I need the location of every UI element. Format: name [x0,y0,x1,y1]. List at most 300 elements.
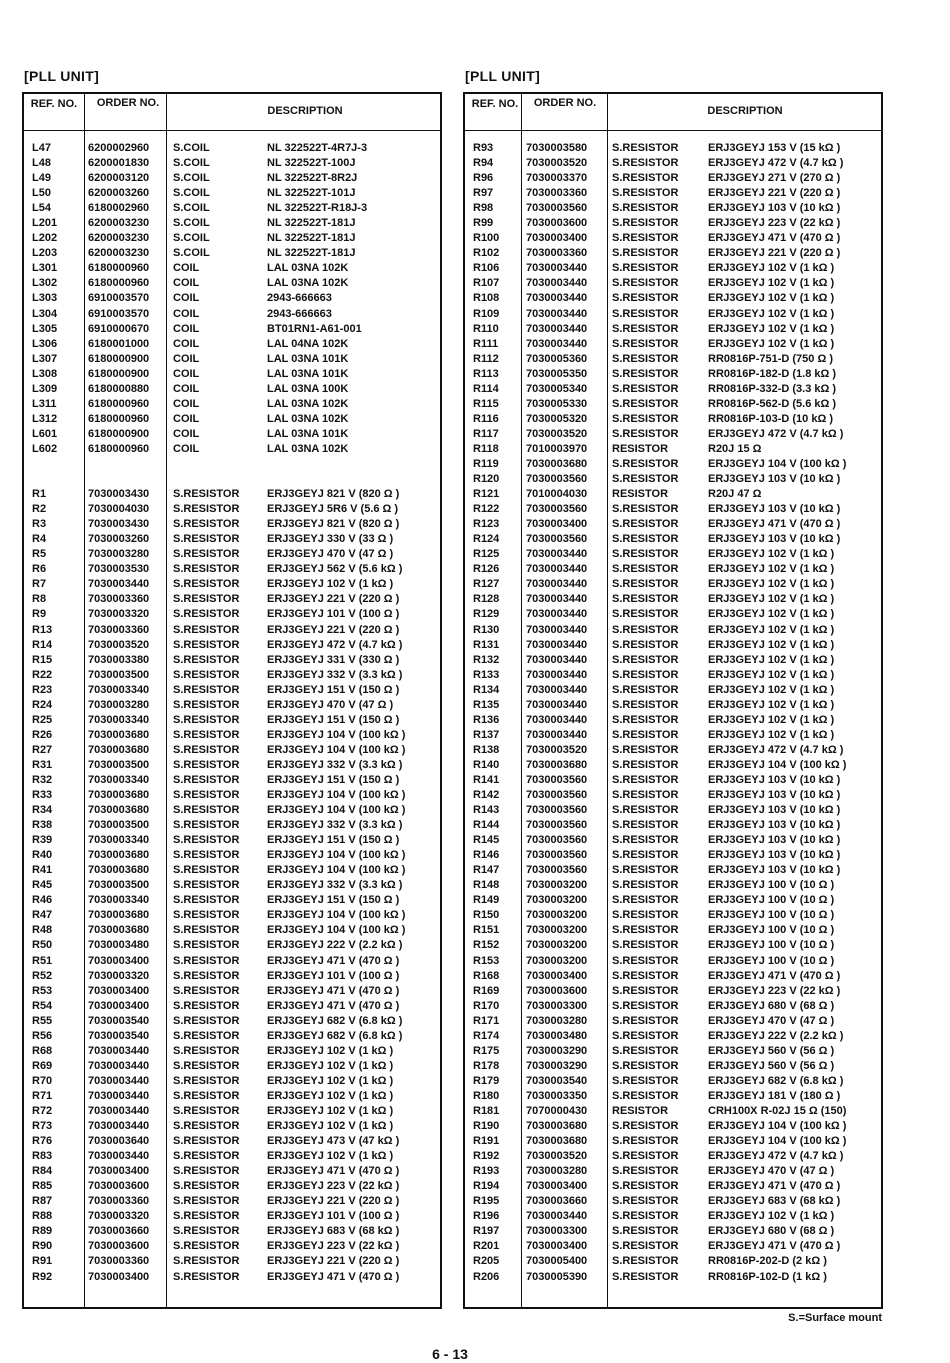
table-row [465,908,881,923]
part-type-cell: S.RESISTOR [612,382,679,395]
table-row [24,322,440,337]
ref-no-cell: R5 [32,548,47,561]
table-row [465,1074,881,1089]
ref-no-cell: R135 [473,698,500,711]
part-spec-cell: LAL 03NA 102K [267,442,349,455]
part-spec-cell: ERJ3GEYJ 221 V (220 Ω ) [267,1195,400,1208]
ref-no-cell: R145 [473,834,500,847]
table-row [465,984,881,999]
part-spec-cell: ERJ3GEYJ 101 V (100 Ω ) [267,969,400,982]
ref-no-cell: R4 [32,533,47,546]
part-type-cell: S.RESISTOR [173,789,240,802]
order-no-cell: 7030003540 [88,1014,150,1027]
table-row [465,1194,881,1209]
order-no-cell: 7030003200 [526,894,588,907]
ref-no-cell: R205 [473,1255,500,1268]
part-spec-cell: ERJ3GEYJ 102 V (1 kΩ ) [708,593,835,606]
table-row [465,1239,881,1254]
order-no-cell: 7030003360 [526,247,588,260]
part-spec-cell: ERJ3GEYJ 104 V (100 kΩ ) [708,758,847,771]
ref-no-cell: R178 [473,1059,500,1072]
order-no-cell: 7030003600 [526,984,588,997]
order-no-cell: 7030003680 [88,924,150,937]
order-no-cell: 7030003360 [88,623,150,636]
ref-no-cell: R196 [473,1210,500,1223]
part-spec-cell: ERJ3GEYJ 682 V (6.8 kΩ ) [708,1074,844,1087]
part-spec-cell: NL 322522T-100J [267,157,356,170]
ref-no-cell: R141 [473,773,500,786]
part-spec-cell: ERJ3GEYJ 103 V (10 kΩ ) [708,473,841,486]
part-type-cell: S.RESISTOR [173,548,240,561]
ref-no-cell: R90 [32,1240,53,1253]
order-no-cell: 7030003400 [526,518,588,531]
table-row [465,1134,881,1149]
ref-no-cell: R193 [473,1165,500,1178]
table-row [465,276,881,291]
table-row [465,1209,881,1224]
part-type-cell: COIL [173,307,200,320]
table-row [24,397,440,412]
part-type-cell: S.RESISTOR [173,683,240,696]
ref-no-cell: L201 [32,217,58,230]
ref-no-cell: R132 [473,653,500,666]
part-type-cell: S.RESISTOR [173,834,240,847]
order-no-cell: 6180000900 [88,352,150,365]
part-spec-cell: ERJ3GEYJ 471 V (470 Ω ) [267,1270,400,1283]
table-row [465,623,881,638]
table-row [465,863,881,878]
table-row [24,984,440,999]
part-type-cell: S.RESISTOR [612,1059,679,1072]
part-spec-cell: ERJ3GEYJ 151 V (150 Ω ) [267,713,400,726]
part-spec-cell: LAL 03NA 102K [267,412,349,425]
part-spec-cell: ERJ3GEYJ 104 V (100 kΩ ) [267,849,406,862]
ref-no-cell: R171 [473,1014,500,1027]
table-row [24,999,440,1014]
part-type-cell: S.RESISTOR [612,578,679,591]
table-row [465,773,881,788]
order-no-cell: 7030003440 [526,683,588,696]
part-spec-cell: ERJ3GEYJ 223 V (22 kΩ ) [267,1180,400,1193]
table-row [24,607,440,622]
ref-no-cell: L301 [32,262,58,275]
part-type-cell: S.RESISTOR [612,337,679,350]
ref-no-cell: R168 [473,969,500,982]
order-no-cell: 7030003400 [526,1180,588,1193]
table-row [465,1224,881,1239]
table-row [465,743,881,758]
part-spec-cell: ERJ3GEYJ 102 V (1 kΩ ) [708,623,835,636]
order-no-cell: 7030003290 [526,1059,588,1072]
table-row [24,653,440,668]
part-spec-cell: ERJ3GEYJ 102 V (1 kΩ ) [708,683,835,696]
order-no-cell: 7030005330 [526,397,588,410]
ref-no-cell: R194 [473,1180,500,1193]
ref-no-cell: R38 [32,819,53,832]
order-no-cell: 7030005340 [526,382,588,395]
table-row [465,683,881,698]
ref-no-cell: R126 [473,563,500,576]
part-spec-cell: ERJ3GEYJ 821 V (820 Ω ) [267,518,400,531]
part-spec-cell: ERJ3GEYJ 472 V (4.7 kΩ ) [708,1150,844,1163]
part-type-cell: S.RESISTOR [612,834,679,847]
table-row [465,472,881,487]
ref-no-cell: R170 [473,999,500,1012]
part-spec-cell: ERJ3GEYJ 102 V (1 kΩ ) [267,578,394,591]
part-type-cell: S.COIL [173,217,210,230]
ref-no-cell: R94 [473,157,494,170]
part-type-cell: S.RESISTOR [173,939,240,952]
ref-no-cell: R107 [473,277,500,290]
order-no-cell: 7030003560 [526,804,588,817]
part-type-cell: S.RESISTOR [173,894,240,907]
ref-no-cell: R179 [473,1074,500,1087]
part-type-cell: S.RESISTOR [612,1240,679,1253]
part-spec-cell: CRH100X R-02J 15 Ω (150) [708,1105,847,1117]
part-type-cell: S.RESISTOR [612,397,679,410]
table-row [465,698,881,713]
order-no-cell: 6200001830 [88,157,150,170]
ref-no-cell: R191 [473,1135,500,1148]
ref-no-cell: R14 [32,638,53,651]
part-spec-cell: ERJ3GEYJ 683 V (68 kΩ ) [708,1195,841,1208]
order-no-cell: 7030003680 [88,909,150,922]
ref-no-cell: R85 [32,1180,53,1193]
table-row [24,186,440,201]
ref-no-cell: R169 [473,984,500,997]
ref-no-cell: R13 [32,623,53,636]
table-row [465,322,881,337]
table-row [24,698,440,713]
ref-no-cell: R52 [32,969,53,982]
order-no-cell: 7030005360 [526,352,588,365]
part-spec-cell: ERJ3GEYJ 101 V (100 Ω ) [267,1210,400,1223]
part-spec-cell: NL 322522T-181J [267,232,356,245]
table-row [465,969,881,984]
part-type-cell: S.RESISTOR [612,473,679,486]
part-spec-cell: 2943-666663 [267,292,332,305]
part-type-cell: S.RESISTOR [173,1059,240,1072]
table-row [24,337,440,352]
ref-no-cell: R72 [32,1105,53,1117]
ref-no-cell: R98 [473,202,494,215]
order-no-cell: 7030003440 [526,563,588,576]
order-no-cell: 6910000670 [88,322,150,335]
part-type-cell: S.RESISTOR [612,412,679,425]
ref-no-cell: R88 [32,1210,53,1223]
order-no-cell: 7030003320 [88,969,150,982]
order-no-cell: 7030003340 [88,894,150,907]
part-type-cell: S.RESISTOR [173,728,240,741]
part-spec-cell: ERJ3GEYJ 472 V (4.7 kΩ ) [708,743,844,756]
part-spec-cell: ERJ3GEYJ 221 V (220 Ω ) [708,247,841,260]
table-row [465,1254,881,1269]
ref-no-cell: R93 [473,142,494,154]
table-row [465,307,881,322]
order-no-cell: 7030003280 [526,1014,588,1027]
part-type-cell: S.RESISTOR [612,879,679,892]
order-no-cell: 7030003200 [526,939,588,952]
order-no-cell: 6180000900 [88,367,150,380]
ref-no-cell: R175 [473,1044,500,1057]
table-row [24,382,440,397]
table-row [24,427,440,442]
table-row [24,1134,440,1149]
table-row [24,908,440,923]
ref-no-cell: R152 [473,939,500,952]
table-row [465,878,881,893]
part-spec-cell: ERJ3GEYJ 330 V (33 Ω ) [267,533,394,546]
part-spec-cell: ERJ3GEYJ 151 V (150 Ω ) [267,773,400,786]
part-spec-cell: ERJ3GEYJ 332 V (3.3 kΩ ) [267,668,403,681]
table-row [465,577,881,592]
part-spec-cell: ERJ3GEYJ 472 V (4.7 kΩ ) [267,638,403,651]
table-row [465,562,881,577]
ref-no-cell: R2 [32,503,47,516]
part-spec-cell: ERJ3GEYJ 104 V (100 kΩ ) [708,1120,847,1133]
part-spec-cell: ERJ3GEYJ 5R6 V (5.6 Ω ) [267,503,399,516]
order-no-cell: 7030003360 [88,1255,150,1268]
part-spec-cell: LAL 03NA 101K [267,427,349,440]
part-type-cell: COIL [173,412,200,425]
order-no-cell: 7030003440 [526,668,588,681]
ref-no-cell: R190 [473,1120,500,1133]
ref-no-cell: L48 [32,157,51,170]
order-no-cell: 7030003560 [526,849,588,862]
table-row [24,1209,440,1224]
table-row [465,502,881,517]
part-type-cell: S.RESISTOR [173,1014,240,1027]
part-spec-cell: ERJ3GEYJ 560 V (56 Ω ) [708,1044,835,1057]
order-no-cell: 6180002960 [88,202,150,215]
part-spec-cell: ERJ3GEYJ 102 V (1 kΩ ) [708,578,835,591]
table-row [24,1059,440,1074]
part-spec-cell: ERJ3GEYJ 223 V (22 kΩ ) [708,217,841,230]
part-type-cell: S.RESISTOR [173,593,240,606]
order-no-cell: 7030003680 [526,1135,588,1148]
part-type-cell: S.COIL [173,247,210,260]
part-type-cell: S.RESISTOR [612,638,679,651]
part-spec-cell: ERJ3GEYJ 104 V (100 kΩ ) [267,864,406,877]
part-type-cell: S.RESISTOR [612,984,679,997]
ref-no-cell: L302 [32,277,58,290]
part-type-cell: S.RESISTOR [612,1270,679,1283]
order-no-cell: 6200003230 [88,217,150,230]
ref-no-cell: R53 [32,984,53,997]
order-no-cell: 7030003440 [526,277,588,290]
part-type-cell: S.RESISTOR [173,1089,240,1102]
part-spec-cell: ERJ3GEYJ 103 V (10 kΩ ) [708,503,841,516]
table-row [465,1059,881,1074]
ref-no-cell: R71 [32,1089,53,1102]
ref-no-cell: R89 [32,1225,53,1238]
order-no-cell: 7030003680 [88,849,150,862]
ref-no-cell: R130 [473,623,500,636]
table-row [465,171,881,186]
order-no-cell: 7030003370 [526,172,588,185]
ref-no-cell: R31 [32,758,53,771]
part-spec-cell: ERJ3GEYJ 332 V (3.3 kΩ ) [267,879,403,892]
table-row [465,382,881,397]
table-row [24,1089,440,1104]
part-spec-cell: ERJ3GEYJ 332 V (3.3 kΩ ) [267,758,403,771]
order-no-cell: 7030003290 [526,1044,588,1057]
part-type-cell: S.RESISTOR [612,548,679,561]
table-row [24,442,440,457]
order-no-cell: 7030003440 [526,548,588,561]
part-type-cell: S.RESISTOR [173,1180,240,1193]
ref-no-cell: R142 [473,789,500,802]
order-no-cell: 7030003680 [526,758,588,771]
table-row [465,487,881,502]
part-type-cell: S.RESISTOR [612,1165,679,1178]
order-no-header: ORDER NO. [533,97,597,109]
order-no-cell: 7030003660 [526,1195,588,1208]
order-no-cell: 7030003520 [88,638,150,651]
part-spec-cell: BT01RN1-A61-001 [267,322,362,335]
part-type-cell: S.RESISTOR [173,773,240,786]
part-spec-cell: LAL 03NA 102K [267,397,349,410]
part-type-cell: S.RESISTOR [173,743,240,756]
part-spec-cell: ERJ3GEYJ 102 V (1 kΩ ) [267,1059,394,1072]
order-no-cell: 7030003280 [526,1165,588,1178]
table-row [465,457,881,472]
table-row [465,1089,881,1104]
table-row [465,442,881,457]
ref-no-cell: R117 [473,427,499,440]
table-row [24,638,440,653]
ref-no-cell: R125 [473,548,500,561]
part-type-cell: S.RESISTOR [173,638,240,651]
ref-no-cell: L309 [32,382,58,395]
order-no-cell: 7030003680 [88,864,150,877]
part-spec-cell: ERJ3GEYJ 331 V (330 Ω ) [267,653,400,666]
part-type-cell: S.RESISTOR [612,1255,679,1268]
part-type-cell: S.RESISTOR [612,1195,679,1208]
part-type-cell: COIL [173,367,200,380]
part-type-cell: S.RESISTOR [612,954,679,967]
part-type-cell: S.RESISTOR [612,232,679,245]
part-spec-cell: ERJ3GEYJ 471 V (470 Ω ) [708,232,841,245]
ref-no-cell: L203 [32,247,58,260]
table-row [24,472,440,487]
ref-no-cell: R27 [32,743,53,756]
table-row [465,1029,881,1044]
part-spec-cell: ERJ3GEYJ 102 V (1 kΩ ) [708,277,835,290]
part-type-cell: S.RESISTOR [612,457,679,470]
part-type-cell: S.RESISTOR [612,427,679,440]
table-row [24,938,440,953]
part-type-cell: S.RESISTOR [612,894,679,907]
part-type-cell: S.RESISTOR [173,969,240,982]
order-no-header: ORDER NO. [96,97,160,109]
ref-no-cell: R110 [473,322,499,335]
ref-no-cell: L308 [32,367,58,380]
part-type-cell: S.RESISTOR [173,563,240,576]
part-spec-cell: RR0816P-182-D (1.8 kΩ ) [708,367,837,380]
order-no-cell: 7030003320 [88,608,150,621]
part-spec-cell: ERJ3GEYJ 473 V (47 kΩ ) [267,1135,400,1148]
table-row [465,337,881,352]
table-row [24,713,440,728]
part-spec-cell: ERJ3GEYJ 221 V (220 Ω ) [708,187,841,200]
part-type-cell: S.RESISTOR [612,352,679,365]
ref-no-cell: R140 [473,758,500,771]
ref-no-cell: R150 [473,909,500,922]
ref-no-cell: R25 [32,713,53,726]
part-type-cell: S.RESISTOR [173,653,240,666]
part-type-cell: S.RESISTOR [612,292,679,305]
part-type-cell: S.COIL [173,172,210,185]
order-no-cell: 6180000960 [88,397,150,410]
part-type-cell: COIL [173,442,200,455]
part-type-cell: S.RESISTOR [173,1029,240,1042]
order-no-cell: 7030003440 [526,1210,588,1223]
order-no-cell: 7030003560 [526,864,588,877]
table-row [24,1104,440,1119]
table-row [465,412,881,427]
ref-no-cell: R34 [32,804,53,817]
part-spec-cell: ERJ3GEYJ 102 V (1 kΩ ) [708,292,835,305]
part-type-cell: S.RESISTOR [612,743,679,756]
ref-no-cell: R133 [473,668,500,681]
ref-no-cell: R116 [473,412,499,425]
ref-no-cell: R46 [32,894,53,907]
ref-no-cell: L311 [32,397,57,410]
part-spec-cell: ERJ3GEYJ 332 V (3.3 kΩ ) [267,819,403,832]
part-spec-cell: ERJ3GEYJ 682 V (6.8 kΩ ) [267,1029,403,1042]
part-type-cell: S.COIL [173,187,210,200]
order-no-cell: 7030003480 [526,1029,588,1042]
ref-no-cell: R76 [32,1135,53,1148]
order-no-cell: 7030003540 [526,1074,588,1087]
part-spec-cell: ERJ3GEYJ 100 V (10 Ω ) [708,939,835,952]
table-row [24,216,440,231]
table-row [24,683,440,698]
table-row [24,848,440,863]
order-no-cell: 7030003560 [526,473,588,486]
order-no-cell: 7030003680 [526,1120,588,1133]
ref-no-cell: R192 [473,1150,500,1163]
part-type-cell: S.RESISTOR [173,518,240,531]
order-no-cell: 7030003340 [88,773,150,786]
part-type-cell: S.RESISTOR [612,909,679,922]
part-spec-cell: ERJ3GEYJ 103 V (10 kΩ ) [708,804,841,817]
part-type-cell: S.RESISTOR [612,518,679,531]
part-spec-cell: ERJ3GEYJ 470 V (47 Ω ) [708,1014,835,1027]
part-type-cell: S.RESISTOR [612,683,679,696]
part-type-cell: S.RESISTOR [612,1029,679,1042]
part-type-cell: S.RESISTOR [173,488,240,501]
table-row [24,201,440,216]
table-row [465,216,881,231]
table-row [24,818,440,833]
order-no-cell: 6200003260 [88,187,150,200]
table-row [24,878,440,893]
part-spec-cell: ERJ3GEYJ 151 V (150 Ω ) [267,894,400,907]
table-row [465,291,881,306]
order-no-cell: 7030003500 [88,879,150,892]
part-type-cell: S.RESISTOR [612,969,679,982]
ref-no-cell: R111 [473,337,499,350]
left-parts-table [22,92,442,1309]
left-table-body [24,141,440,1285]
ref-no-cell: R151 [473,924,500,937]
order-no-cell: 7030003440 [526,653,588,666]
part-spec-cell: ERJ3GEYJ 103 V (10 kΩ ) [708,789,841,802]
order-no-cell: 7030003300 [526,1225,588,1238]
right-parts-table [463,92,883,1309]
